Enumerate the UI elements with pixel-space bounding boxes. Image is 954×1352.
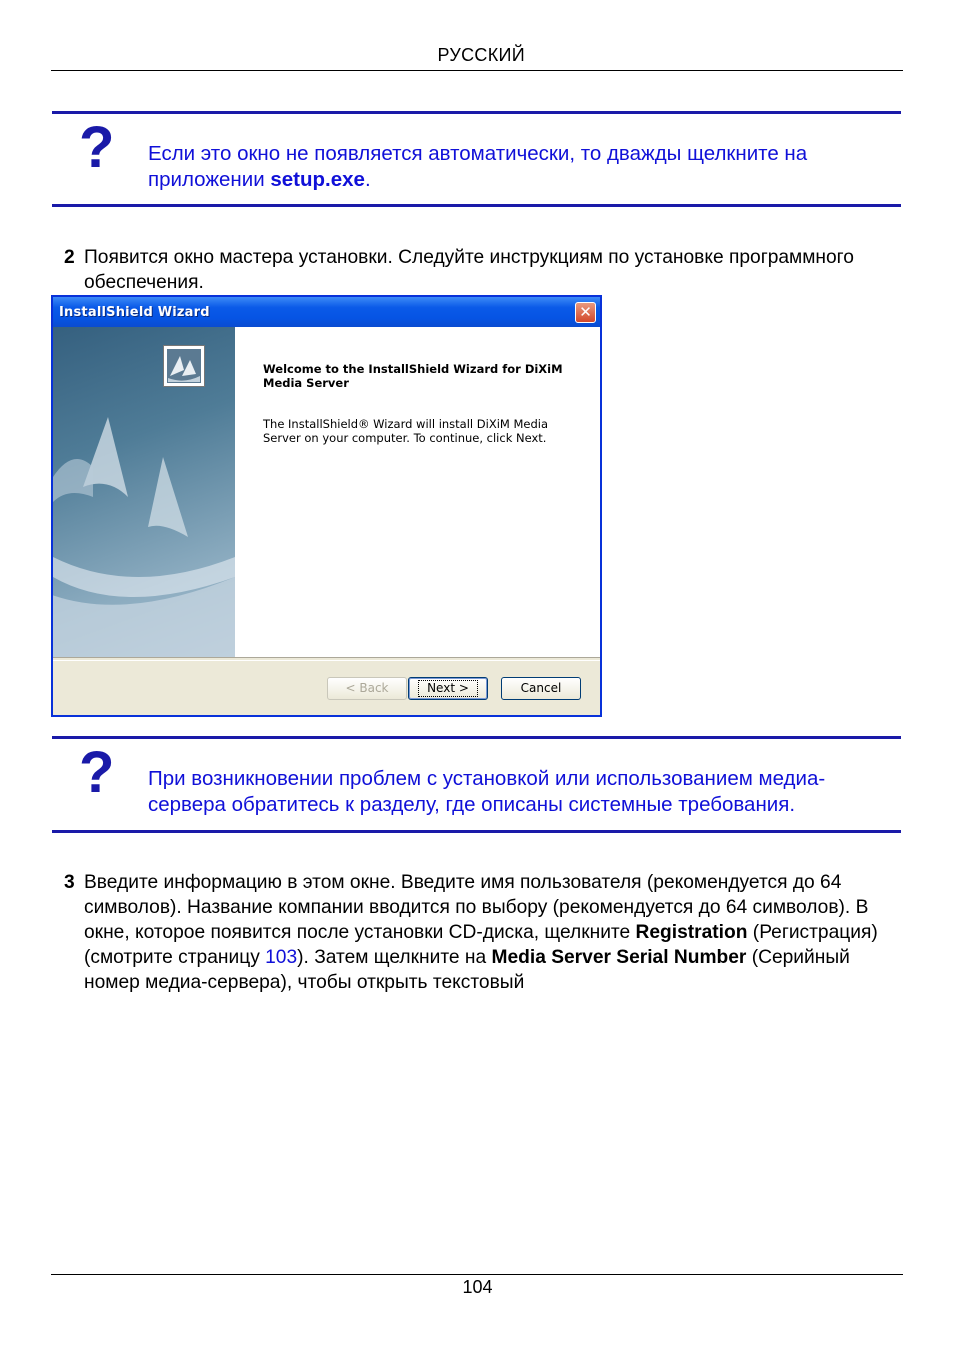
step-2 xyxy=(64,245,899,295)
header-language: РУССКИЙ xyxy=(437,45,525,65)
step-text xyxy=(84,870,899,995)
close-icon: ✕ xyxy=(579,303,592,321)
step-3 xyxy=(64,870,899,995)
note-text-part: Если это окно не появляется автоматически, то дважды щелкните на приложении xyxy=(148,142,808,191)
step-text-part: (Регистрация) (смотрите страницу xyxy=(84,922,878,968)
note-text-end: . xyxy=(364,168,371,191)
setup-exe-filename: setup.exe xyxy=(270,168,365,191)
window-title: InstallShield Wizard xyxy=(59,305,210,320)
wizard-side-banner xyxy=(53,327,235,657)
window-titlebar[interactable] xyxy=(53,297,600,327)
header-rule xyxy=(51,70,903,71)
welcome-description: The InstallShield® Wizard will install DiXiM Media Server on your computer. To continue, click Next. xyxy=(263,417,549,445)
installshield-logo xyxy=(163,345,205,387)
step-text-part: Введите информацию в этом окне. Введите имя пользователя (рекомендуется до 64 символов). Название компании вводится по выбору (рекомендуется до 64 символов). В окне, которое появится после установки CD-диска, щелкните xyxy=(84,872,869,943)
cancel-button[interactable]: Cancel xyxy=(501,677,581,700)
installshield-wizard-window xyxy=(51,295,602,717)
note-box-setup xyxy=(52,111,901,207)
wizard-main-panel xyxy=(235,327,600,657)
next-button[interactable] xyxy=(408,677,488,700)
welcome-heading: Welcome to the InstallShield Wizard for DiXiM Media Server xyxy=(263,362,563,390)
page-number: 104 xyxy=(462,1277,493,1297)
note-box-requirements xyxy=(52,736,901,833)
note-text: При возникновении проблем с установкой или использованием медиа-сервера обратитесь к разделу, где описаны системные требования. xyxy=(148,767,826,816)
page-link[interactable]: 103 xyxy=(265,947,298,968)
back-button[interactable]: < Back xyxy=(327,677,407,700)
note-text xyxy=(148,141,897,193)
close-button[interactable] xyxy=(575,302,596,323)
question-mark-icon: ? xyxy=(79,740,115,805)
button-separator xyxy=(53,657,600,661)
step-number: 3 xyxy=(64,872,75,893)
step-text: Появится окно мастера установки. Следуйте инструкциям по установке программного обеспечения. xyxy=(84,247,854,293)
wizard-content xyxy=(53,327,600,657)
step-text-part: (Серийный номер медиа-сервера), чтобы открыть текстовый xyxy=(84,947,850,993)
logo-icon xyxy=(164,346,204,386)
registration-term: Registration xyxy=(635,922,748,943)
step-text-part: ). Затем щелкните на xyxy=(297,947,492,968)
serial-number-term: Media Server Serial Number xyxy=(491,947,747,968)
step-number: 2 xyxy=(64,247,75,268)
question-mark-icon: ? xyxy=(79,115,115,180)
banner-graphic xyxy=(53,327,235,657)
next-button-label: Next > xyxy=(418,680,478,697)
footer-rule xyxy=(51,1274,903,1275)
